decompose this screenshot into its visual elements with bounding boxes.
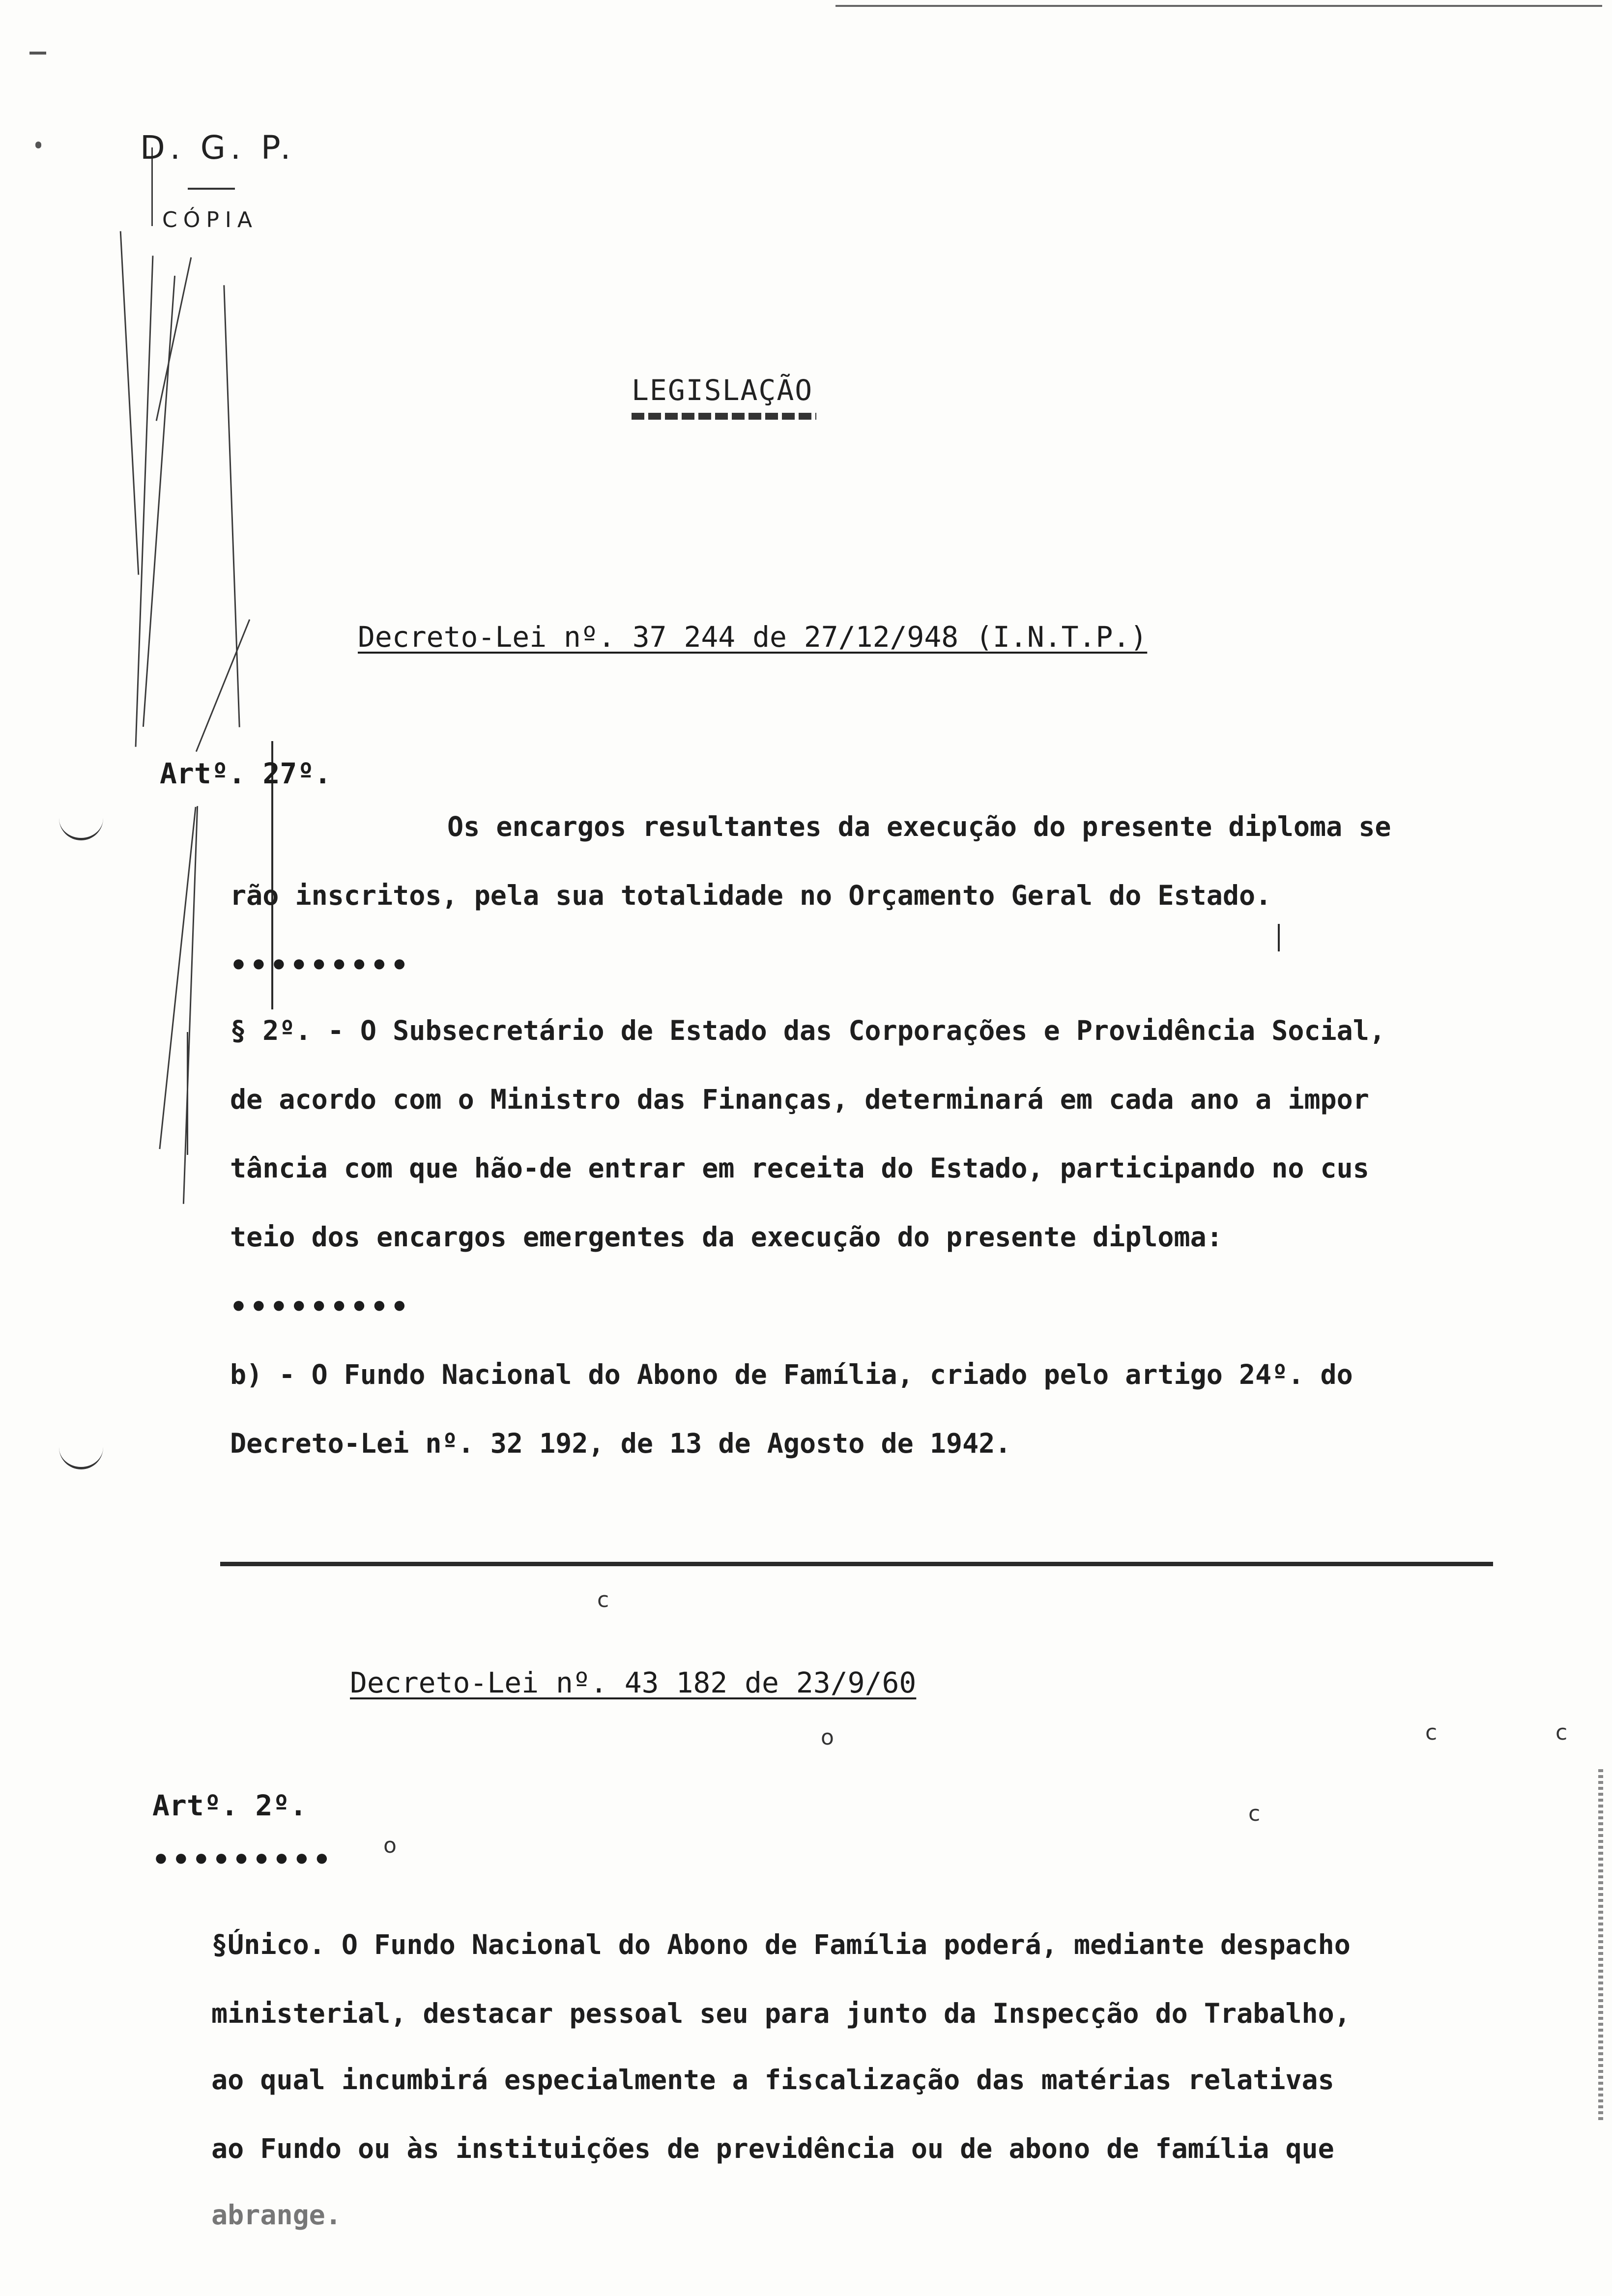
margin-stroke	[183, 806, 198, 1204]
paper-speck: c	[1425, 1720, 1438, 1745]
copy-label: CÓPIA	[162, 207, 258, 232]
section-title-underline	[632, 413, 816, 420]
agency-abbreviation: D. G. P.	[140, 129, 296, 167]
omission-dots: •••••••••	[230, 1290, 411, 1323]
decree-1-section-2-line: tância com que hão-de entrar em receita do Estado, participando no cus	[230, 1152, 1369, 1184]
paper-speck: o	[821, 1725, 834, 1750]
paper-speck: c	[1248, 1801, 1261, 1826]
decree-1-section-2-line: teio dos encargos emergentes da execução do presente diploma:	[230, 1221, 1223, 1253]
binder-hole-mark	[59, 818, 103, 840]
edge-mark	[29, 52, 46, 55]
scan-right-edge-noise	[1598, 1769, 1603, 2123]
decree-2-unico-line: abrange.	[211, 2199, 342, 2231]
header-rule	[188, 188, 235, 190]
margin-stroke	[143, 276, 175, 727]
binder-hole-mark	[59, 1447, 103, 1469]
margin-stroke	[196, 619, 250, 752]
decree-2-unico-line: ministerial, destacar pessoal seu para junto da Inspecção do Trabalho,	[211, 1998, 1351, 2029]
margin-stroke	[135, 256, 154, 746]
decree-2-heading: Decreto-Lei nº. 43 182 de 23/9/60	[350, 1666, 917, 1699]
decree-1-item-b-line: b) - O Fundo Nacional do Abono de Família, criado pelo artigo 24º. do	[230, 1359, 1353, 1390]
scan-top-edge	[835, 5, 1602, 7]
margin-stroke	[120, 231, 140, 574]
paper-speck: o	[383, 1833, 397, 1858]
omission-dots: •••••••••	[152, 1843, 334, 1876]
decree-1-section-2-line: de acordo com o Ministro das Finanças, determinará em cada ano a impor	[230, 1084, 1369, 1115]
margin-tick	[1278, 924, 1280, 951]
decree-2-unico-line: §Único. O Fundo Nacional do Abono de Família poderá, mediante despacho	[211, 1929, 1351, 1960]
decree-2-unico-line: ao qual incumbirá especialmente a fiscalização das matérias relativas	[211, 2064, 1334, 2095]
paper-speck: c	[597, 1587, 609, 1612]
paper-speck: c	[1555, 1720, 1568, 1745]
section-divider	[220, 1562, 1493, 1566]
decree-1-section-2-line: § 2º. - O Subsecretário de Estado das Corporações e Providência Social,	[230, 1015, 1386, 1046]
section-title: LEGISLAÇÃO	[632, 373, 813, 407]
decree-1-article-label: Artº. 27º.	[160, 757, 332, 790]
decree-2-article-label: Artº. 2º.	[152, 1789, 307, 1822]
decree-1-heading: Decreto-Lei nº. 37 244 de 27/12/948 (I.N.T.P.)	[358, 620, 1148, 654]
edge-mark	[35, 142, 41, 148]
decree-2-unico-line: ao Fundo ou às instituições de previdência ou de abono de família que	[211, 2133, 1334, 2164]
omission-dots: •••••••••	[230, 948, 411, 982]
decree-1-paragraph-line: rão inscritos, pela sua totalidade no Orçamento Geral do Estado.	[230, 880, 1272, 911]
margin-stroke	[187, 1032, 188, 1155]
decree-1-paragraph-line: Os encargos resultantes da execução do presente diploma se	[447, 811, 1391, 842]
decree-1-item-b-line: Decreto-Lei nº. 32 192, de 13 de Agosto de 1942.	[230, 1428, 1011, 1459]
